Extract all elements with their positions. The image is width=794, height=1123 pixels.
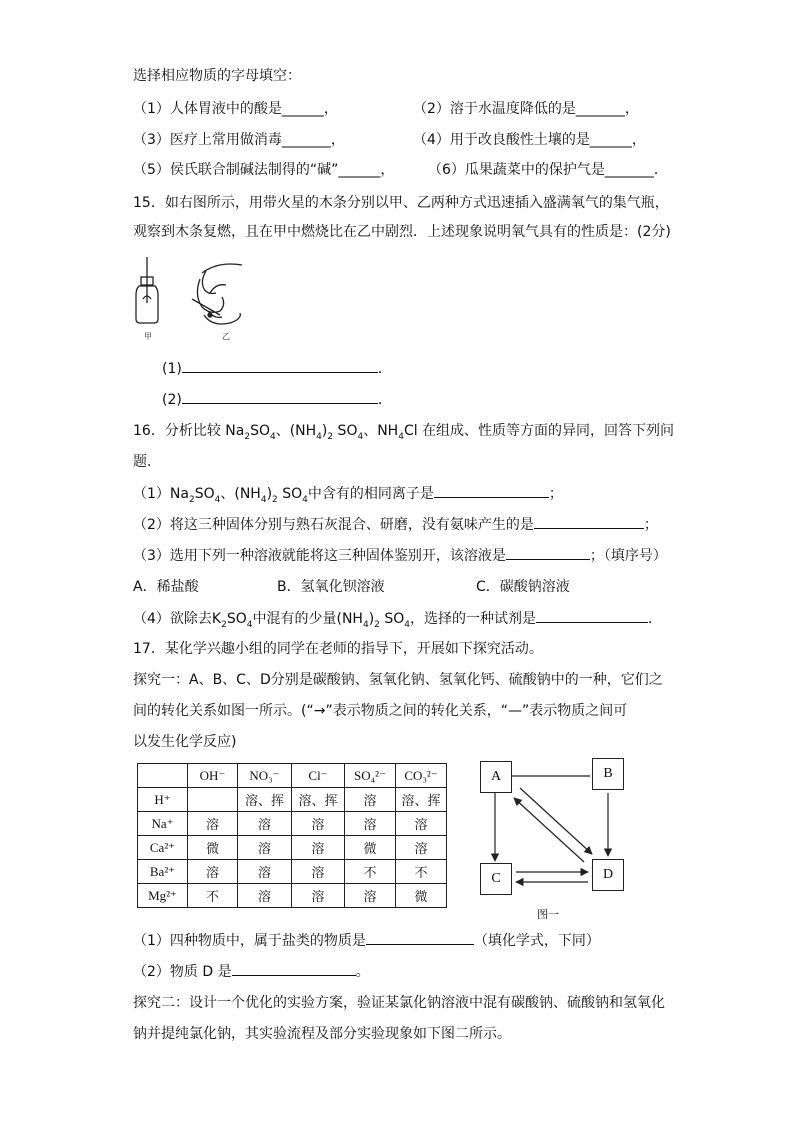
q17-sub-2-end: 。 [355,964,370,980]
q16-sub-4-text: ，选择的一种试剂是 [409,611,536,627]
table-header-row [138,764,447,788]
q16-sub-4-end: ． [647,611,662,627]
q17-explore-1-line-3: 以发生化学反应) [133,734,237,750]
table-row [138,860,447,884]
q17-text-1: 17．某化学兴趣小组的同学在老师的指导下，开展如下探究活动。 [133,641,543,657]
table-cell: 溶 [238,860,292,884]
table-cell: 溶、挥 [238,788,292,812]
q15-text-1: 15．如右图所示，用带火星的木条分别以甲、乙两种方式迅速插入盛满氧气的集气瓶， [133,195,669,211]
q17-explore-1-line-2: 间的转化关系如图一所示。(“→”表示物质之间的转化关系，“—”表示物质之间可 [133,703,628,719]
q16-sub-2 [133,514,658,535]
q16-option-b: B．氢氧化钡溶液 [277,579,385,595]
table-cell: 溶 [396,812,447,836]
table-cell: 溶 [238,812,292,836]
table-cell: 不 [396,860,447,884]
label-yi: 乙 [222,332,230,341]
q17-sub-2-blank[interactable] [232,961,356,976]
table-cell: 微 [188,836,238,860]
anion-header: Cl⁻ [292,764,345,788]
jar-jia-icon [136,257,158,323]
q16-sub-4-formula-1: $K_2SO_4$ [211,611,253,630]
jar-yi-icon [192,264,242,324]
q16-sub-1 [133,483,563,504]
q16-sub-1-text: 中含有的相同离子是 [307,486,434,502]
arrow-a-d [520,788,592,854]
table-cell: 溶 [345,788,396,812]
label-jia: 甲 [144,332,152,341]
q16-sub-1-blank[interactable] [434,483,549,498]
table-cell: 溶 [292,836,345,860]
q15-illustration [130,255,250,345]
q17-sub-2 [133,961,370,982]
table-cell: 溶 [345,884,396,908]
q14-item-3: （3）医疗上常用做消毒_______， [133,132,345,148]
q17-sub-1-text: （1）四种物质中，属于盐类的物质是 [133,933,366,949]
table-cell [188,788,238,812]
table-cell: 微 [396,884,447,908]
q16-text-1-tail: 在组成、性质等方面的异同，回答下列问 [422,423,675,439]
q15-answer-2-period: ． [377,392,392,408]
q16-sub-1-num: （1） [133,486,170,502]
q16-sub-4-blank[interactable] [536,608,648,623]
q16-sub-1-formula: $Na_2SO_4$、$(NH_4)_2$ $SO_4$ [169,486,308,505]
node-c: C [480,863,512,895]
node-d: D [592,859,624,891]
q15-answer-2-label: (2) [162,392,182,408]
q14-item-4: （4）用于改良酸性土壤的是______， [413,132,646,148]
anion-header: NO₃⁻ [238,764,292,788]
q17-sub-1 [133,930,600,951]
q15-answer-1-label: (1) [162,361,182,377]
q16-sub-2-end: ； [643,517,658,533]
diagram-caption: 图一 [537,908,559,921]
q16-sub-4-formula-2: $(NH_4)_2$ $SO_4$ [336,611,410,630]
q14-item-5: （5）侯氏联合制碱法制得的“碱”______， [133,162,395,178]
cation-header: Ba²⁺ [138,860,188,884]
q15-answer-2-blank[interactable] [182,389,378,404]
table-row [138,884,447,908]
solubility-table [137,763,447,908]
q17-sub-1-blank[interactable] [366,930,474,945]
table-cell: 溶 [188,812,238,836]
table-cell: 溶、挥 [292,788,345,812]
q16-sub-3-text: （3）选用下列一种溶液就能将这三种固体鉴别开，该溶液是 [133,548,506,564]
table-cell: 溶 [396,836,447,860]
table-cell: 不 [345,860,396,884]
table-cell: 溶 [292,860,345,884]
q16-sub-2-text: （2）将这三种固体分别与熟石灰混合、研磨，没有氨味产生的是 [133,517,534,533]
q16-text-2: 题． [133,454,161,470]
anion-header: CO₃²⁻ [396,764,447,788]
conversion-diagram [470,758,660,923]
table-cell: 溶 [238,836,292,860]
q15-answer-1 [162,358,392,379]
q17-explore-1-line-1: 探究一：A、B、C、D分别是碳酸钠、氢氧化钠、氢氧化钙、硫酸钠中的一种，它们之 [133,672,663,688]
cation-header: Ca²⁺ [138,836,188,860]
q17-explore-2-line-1: 探究二：设计一个优化的实验方案，验证某氯化钠溶液中混有碳酸钠、硫酸钠和氢氧化 [133,995,665,1011]
q15-answer-2 [162,389,392,410]
anion-header: OH⁻ [188,764,238,788]
q16-formulas: $Na_2SO_4$、$(NH_4)_2$ $SO_4$、$NH_4Cl$ [225,423,423,442]
cation-header: Mg²⁺ [138,884,188,908]
q16-sub-1-end: ； [548,486,563,502]
table-row [138,836,447,860]
q16-sub-3-end: ；（填序号） [589,548,667,564]
table-cell: 溶 [292,812,345,836]
anion-header: SO₄²⁻ [345,764,396,788]
q16-option-a: A．稀盐酸 [133,579,199,595]
q17-explore-2-line-2: 钠并提纯氯化钠，其实验流程及部分实验现象如下图二所示。 [133,1026,511,1042]
node-a: A [480,761,512,793]
q16-sub-4 [133,608,662,629]
table-cell: 溶 [345,812,396,836]
q16-text-1 [133,421,674,441]
q14-item-6: （6）瓜果蔬菜中的保护气是_______． [428,162,668,178]
cation-header: Na⁺ [138,812,188,836]
table-cell: 溶、挥 [396,788,447,812]
table-cell: 溶 [238,884,292,908]
q16-number: 16．分析比较 [133,423,226,439]
table-cell: 微 [345,836,396,860]
q17-sub-2-text: （2）物质 D 是 [133,964,232,980]
node-b: B [592,758,624,790]
q16-sub-4-num: （4）欲除去 [133,611,212,627]
table-row [138,788,447,812]
q16-sub-4-mid: 中混有的少量 [252,611,337,627]
table-corner-cell [138,764,188,788]
table-cell: 不 [188,884,238,908]
table-cell: 溶 [292,884,345,908]
q15-text-2: 观察到木条复燃，且在甲中燃烧比在乙中剧烈．上述现象说明氧气具有的性质是：(2分) [133,224,671,240]
cation-header: H⁺ [138,788,188,812]
q16-option-c: C．碳酸钠溶液 [476,579,570,595]
table-cell: 溶 [188,860,238,884]
q14-item-2: （2）溶于水温度降低的是_______， [413,101,639,117]
table-row [138,812,447,836]
q14-item-1: （1）人体胃液中的酸是______， [133,101,338,117]
section-intro: 选择相应物质的字母填空： [133,68,301,84]
q17-sub-1-end: （填化学式，下同） [473,933,600,949]
q16-sub-3 [133,545,667,566]
arrow-d-a [514,798,584,862]
q16-sub-3-blank[interactable] [506,545,590,560]
q15-answer-1-period: ． [377,361,392,377]
q15-answer-1-blank[interactable] [182,358,378,373]
q16-sub-2-blank[interactable] [534,514,644,529]
